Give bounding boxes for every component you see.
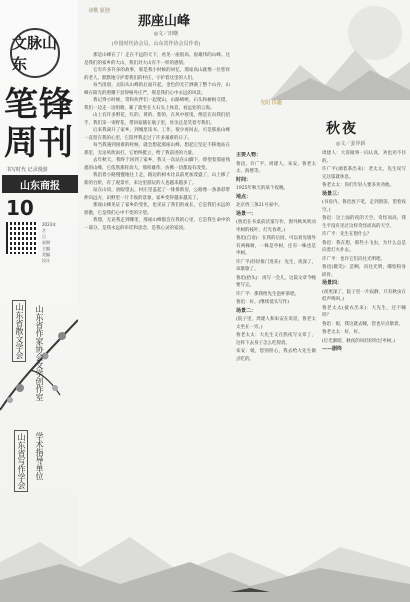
script-line: 1925年秋天的某个夜晚。 [236, 186, 288, 191]
script-line: 鲁迅、许广平、周建人、朱安、鲁老太太、海婴等。 [236, 161, 316, 174]
meta-line: 日 [42, 234, 46, 239]
meta-line: 2023年 [42, 222, 57, 227]
scene-heading: ——剧终 [322, 346, 343, 352]
paragraph: 后来我离开了家乡，到城里读书、工作，很少再回去，可是那座山峰一直留在我的心里，它陪伴我走过了许多艰难的日子。 [84, 128, 230, 141]
guidance-unit-4: 学术指导单位 [35, 432, 44, 480]
scene-heading: 主要人物： [236, 152, 262, 158]
script-line: 北京西三条21号家中。 [236, 203, 283, 208]
paragraph: 我想，无论我走到哪里，那座山峰都会在我的心里，它是我生命中的一部分，是我永远的牵挂和思念，是我心灵的家园。 [84, 218, 230, 231]
script-line: 朱安：娘，您别担心，我去给大先生做点吃的。 [236, 349, 316, 362]
slogan: 书写时代 记录漫游 [6, 167, 48, 173]
script-line: (书房内，鲁迅放下笔，走到窗前，望着夜空。) [322, 200, 406, 213]
article-author: ◎文／姜异新 [336, 141, 366, 147]
paragraph: 那座山峰见证了家乡的变化，也见证了我们的成长，它是我们永远的骄傲，它是我们心中不变的守望。 [84, 203, 230, 216]
paragraph: 站在山顶，放眼望去，村庄里盖起了一排排新房，公路像一条条彩带伸向远方，田野里一片丰收的景象，家乡变得越来越美了。 [84, 188, 230, 201]
script-line: 许广平(轻轻推门进来)：先生，夜深了，该歇歇了。 [236, 259, 316, 272]
paper-name: 山东商报 [2, 175, 78, 193]
middle-article [78, 0, 230, 602]
article-title: 那座山峰 [137, 14, 190, 29]
meta-line: 设计 [42, 258, 50, 263]
script-line: 许广平：也许它们向往光明吧。 [322, 256, 385, 262]
script-line: (院子里，周建人和朱安在说话，鲁老太太坐在一旁。) [236, 317, 316, 330]
masthead-logo [10, 28, 60, 78]
play-script-left [236, 152, 316, 572]
script-line: 鲁迅(抬头)：再写一会儿，这篇文章今晚要写完。 [236, 275, 316, 288]
paragraph: 我沿着小路慢慢地往上走，路边的树木比以前更加茂盛了，山上修了新的台阶，有了观景亭，来这里游玩的人也越来越多了。 [84, 173, 230, 186]
article-body [84, 52, 230, 552]
scene-heading: 地点： [236, 193, 252, 200]
meta-line: 月 [42, 228, 46, 233]
paragraph: 我记得小时候，常和伙伴们一起爬山，山路崎岖，石头和树根交错，我们一边走一边唱歌，累了就坐在大石头上休息，看远处的云海。 [84, 98, 230, 111]
script-line: 鲁迅：娘，我这就去睡，您也早点歇着。 [322, 321, 403, 327]
article-title: 秋夜 [326, 121, 358, 137]
play-script-right [322, 150, 406, 580]
paragraph: 那是山峰在了！走在不远的天下，看见一座很高、很雄伟的山峰。这是我们的家乡的大山，我们对大山有不一样的感情。 [84, 53, 230, 66]
masthead [0, 0, 78, 602]
meta-line: 主编 [42, 246, 50, 251]
script-line: 许广平(端着茶出来)：老太太，先生说写完这篇就休息。 [322, 167, 406, 180]
paragraph: 去年秋天，我终于回到了家乡，我又一次站在山脚下，仰望着那座熟悉的山峰，它依然那样高大，那样雄伟，仿佛一切都没有改变。 [84, 158, 230, 171]
author-note: (中国时代协会员，山东省作协会员作者) [111, 41, 201, 47]
brand-title: 笔锋周刊 [4, 85, 74, 163]
scene-heading: 时间： [236, 176, 252, 183]
script-line: 鲁老太太：好，好。 [322, 330, 363, 335]
script-line: 鲁老太太(披衣出来)：大先生，还不睡吗？ [322, 305, 406, 318]
script-line: 鲁老太太：大先生又在熬夜写文章了，这样下去身子怎么吃得消。 [236, 333, 316, 346]
meta-line: 美编 [42, 252, 50, 257]
script-line: 鲁迅：这上面的夜的天空，奇怪而高，我生平没有见过这样奇怪而高的天空。 [322, 216, 406, 229]
qr-code-pattern [8, 224, 36, 252]
right-article [230, 0, 410, 602]
script-line: (夜更深了，院子里一片寂静，只有秋虫在低声鸣叫。) [322, 289, 406, 302]
meta-line: 星期 [42, 240, 50, 245]
issue-number: 10 [6, 196, 34, 220]
script-line: 鲁迅：好。(继续低头写作) [236, 300, 290, 305]
paragraph: 山上有许多野花，红的、黄的、紫的，在风中摇曳，像是在向我们招手，我们采一束野花，带回家插在瓶子里，母亲总是笑着夸我们。 [84, 113, 230, 126]
script-line: (鲁迅在书桌前伏案写作，窗外秋风吹动枣树的枝叶，灯光昏黄。) [236, 220, 316, 233]
article-author: ◎文／田曙 [153, 31, 179, 37]
column-deco-right: 光阴 拾趣 [260, 100, 282, 106]
script-line: 许广平：那我给先生泡杯茶吧。 [236, 291, 299, 297]
script-line: 鲁迅(微笑)：是啊，向往光明，哪怕粉身碎骨。 [322, 265, 406, 278]
scene-heading: 场景二： [236, 307, 257, 314]
script-line: 鲁老太太：你们年轻人要多劝劝他。 [322, 183, 394, 188]
column-deco-mid: 诗歌 原创 [88, 8, 110, 14]
scene-heading: 场景四： [322, 280, 343, 286]
script-line: 鲁迅(自语)：在我的后园，可以看见墙外有两株树，一株是枣树，还有一株也是枣树。 [236, 236, 316, 256]
logo-text: 文脉山东 [12, 34, 58, 73]
mountain-landscape-illustration [0, 522, 410, 602]
script-line: 周建人：大哥做事一向认真，劝也劝不住的。 [322, 151, 406, 164]
paragraph: 每当我遇到困难的时候，就会想起那座山峰，想起它坚定不移地站在那里，无论风吹雨打，它始终挺立，给了我前进的力量。 [84, 143, 230, 156]
script-line: (灯光渐暗，秋夜的风轻轻吹过枣树。) [322, 338, 396, 344]
guidance-unit-1: 山东省散文学会 [12, 300, 26, 362]
scene-heading: 场景一： [236, 210, 257, 217]
paragraph: 它有许多许多的故事，那是我小时候的回忆，那座高山就像一位慈祥的老人，默默地守护着我们的村庄，守护着这里的人们。 [84, 68, 230, 81]
paragraph: 每当清晨，太阳从山峰的后面升起，金色的光芒洒满了整个山谷，山峰在阳光的照耀下显得格外庄严，那是我们心中永远的风景。 [84, 83, 230, 96]
mountain-illustration-top [270, 40, 410, 100]
script-line: 许广平：先生在想什么？ [322, 232, 372, 237]
scene-heading: 场景三： [322, 190, 343, 197]
issue-meta [42, 222, 56, 264]
script-line: 鲁迅：我在想，那些小飞虫，为什么总是向着灯火扑去。 [322, 240, 406, 253]
guidance-unit-2: 山东省作家协会文学创作室 [35, 305, 44, 401]
guidance-unit-3: 山东省写作学会 [14, 430, 28, 492]
